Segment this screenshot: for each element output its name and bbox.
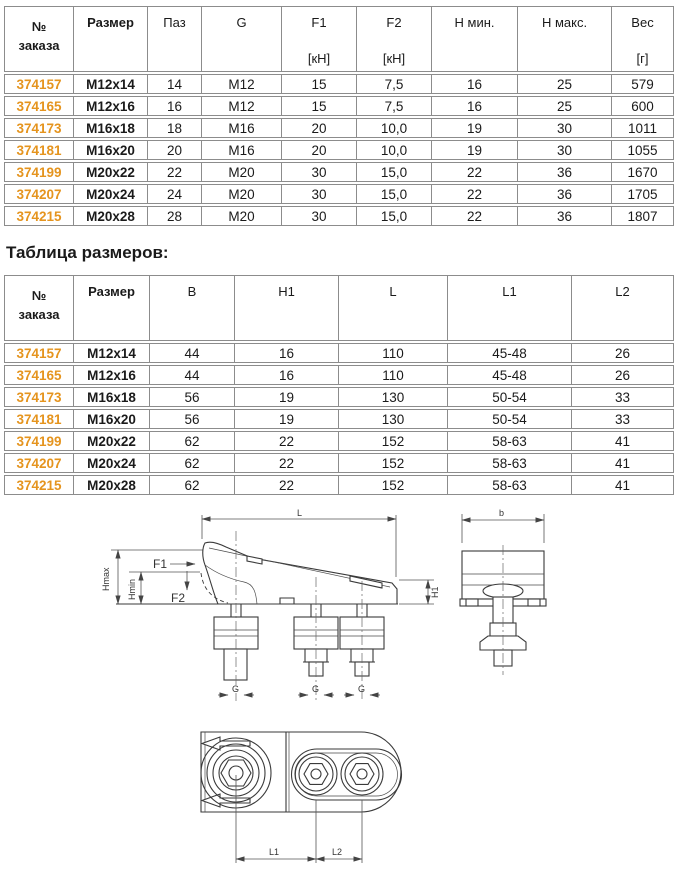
dim-label-length: L <box>297 508 303 518</box>
end-view <box>460 508 546 675</box>
value-cell: 130 <box>339 387 448 407</box>
value-cell: 22 <box>148 162 202 182</box>
value-cell: 110 <box>339 365 448 385</box>
value-cell: M12 <box>202 96 282 116</box>
value-cell: 15,0 <box>357 206 432 226</box>
value-cell: 600 <box>612 96 674 116</box>
value-cell: 36 <box>518 184 612 204</box>
load-capacity-table <box>4 4 674 228</box>
table-row <box>4 453 674 473</box>
size-cell: M20x22 <box>74 431 150 451</box>
value-cell: 41 <box>572 431 674 451</box>
column-header: F1 [кН] <box>282 6 357 72</box>
order-number-link[interactable]: 374157 <box>4 343 74 363</box>
thread-dim-left <box>218 684 254 695</box>
dim-label-l1: L1 <box>269 847 280 857</box>
value-cell: 16 <box>148 96 202 116</box>
value-cell: 152 <box>339 431 448 451</box>
value-cell: 16 <box>432 96 518 116</box>
size-cell: M20x28 <box>74 475 150 495</box>
column-header: L <box>339 275 448 341</box>
size-cell: M16x20 <box>74 140 148 160</box>
size-cell: M16x18 <box>74 387 150 407</box>
dim-label-g2: G <box>312 684 320 694</box>
column-header: B <box>150 275 235 341</box>
value-cell: 26 <box>572 343 674 363</box>
value-cell: 16 <box>235 343 339 363</box>
order-number-link[interactable]: 374215 <box>4 206 74 226</box>
column-header: Размер <box>74 6 148 72</box>
value-cell: 22 <box>432 206 518 226</box>
table-row <box>4 96 674 116</box>
value-cell: 58-63 <box>448 431 572 451</box>
table-row <box>4 206 674 226</box>
value-cell: 41 <box>572 475 674 495</box>
size-cell: M12x16 <box>74 365 150 385</box>
value-cell: 15 <box>282 74 357 94</box>
table-row <box>4 118 674 138</box>
value-cell: 28 <box>148 206 202 226</box>
value-cell: 56 <box>150 409 235 429</box>
force-label-f2: F2 <box>171 591 186 605</box>
top-view <box>201 732 402 863</box>
value-cell: 19 <box>432 140 518 160</box>
size-cell: M20x24 <box>74 184 148 204</box>
column-header: L1 <box>448 275 572 341</box>
table-row <box>4 475 674 495</box>
value-cell: 1807 <box>612 206 674 226</box>
value-cell: 110 <box>339 343 448 363</box>
header-row <box>4 6 674 72</box>
order-number-link[interactable]: 374165 <box>4 365 74 385</box>
table-row <box>4 409 674 429</box>
value-cell: 22 <box>432 162 518 182</box>
table-row <box>4 387 674 407</box>
side-view <box>101 508 440 701</box>
value-cell: 58-63 <box>448 475 572 495</box>
value-cell: 33 <box>572 387 674 407</box>
value-cell: M20 <box>202 206 282 226</box>
thread-dim-right <box>344 684 380 695</box>
value-cell: 44 <box>150 343 235 363</box>
order-number-link[interactable]: 374173 <box>4 118 74 138</box>
order-number-link[interactable]: 374215 <box>4 475 74 495</box>
column-header: № заказа <box>4 6 74 72</box>
column-header: L2 <box>572 275 674 341</box>
value-cell: 58-63 <box>448 453 572 473</box>
dim-label-b: b <box>499 508 505 518</box>
order-number-link[interactable]: 374199 <box>4 431 74 451</box>
value-cell: 15,0 <box>357 184 432 204</box>
value-cell: 19 <box>235 409 339 429</box>
force-label-f1: F1 <box>153 557 168 571</box>
dim-label-l2: L2 <box>332 847 343 857</box>
value-cell: 7,5 <box>357 96 432 116</box>
table-row <box>4 162 674 182</box>
value-cell: M20 <box>202 184 282 204</box>
value-cell: 56 <box>150 387 235 407</box>
value-cell: 152 <box>339 475 448 495</box>
value-cell: M16 <box>202 118 282 138</box>
size-cell: M16x18 <box>74 118 148 138</box>
value-cell: 30 <box>282 162 357 182</box>
value-cell: 7,5 <box>357 74 432 94</box>
size-cell: M20x22 <box>74 162 148 182</box>
value-cell: 26 <box>572 365 674 385</box>
value-cell: 30 <box>282 184 357 204</box>
column-header: Размер <box>74 275 150 341</box>
table-row <box>4 74 674 94</box>
size-cell: M12x16 <box>74 96 148 116</box>
value-cell: 20 <box>282 140 357 160</box>
technical-drawing <box>4 503 674 874</box>
table-row <box>4 140 674 160</box>
value-cell: 20 <box>148 140 202 160</box>
size-cell: M20x24 <box>74 453 150 473</box>
order-number-link[interactable]: 374173 <box>4 387 74 407</box>
order-number-link[interactable]: 374181 <box>4 409 74 429</box>
value-cell: 20 <box>282 118 357 138</box>
size-cell: M20x28 <box>74 206 148 226</box>
order-number-link[interactable]: 374165 <box>4 96 74 116</box>
value-cell: 50-54 <box>448 409 572 429</box>
column-header: Н макс. <box>518 6 612 72</box>
value-cell: 14 <box>148 74 202 94</box>
value-cell: 33 <box>572 409 674 429</box>
value-cell: 19 <box>235 387 339 407</box>
value-cell: 18 <box>148 118 202 138</box>
value-cell: 1011 <box>612 118 674 138</box>
value-cell: 19 <box>432 118 518 138</box>
table-row <box>4 431 674 451</box>
header-row <box>4 275 674 341</box>
value-cell: 41 <box>572 453 674 473</box>
size-cell: M16x20 <box>74 409 150 429</box>
value-cell: 22 <box>432 184 518 204</box>
order-number-link[interactable]: 374181 <box>4 140 74 160</box>
value-cell: 44 <box>150 365 235 385</box>
column-header: № заказа <box>4 275 74 341</box>
order-number-link[interactable]: 374207 <box>4 184 74 204</box>
value-cell: 1705 <box>612 184 674 204</box>
value-cell: 62 <box>150 431 235 451</box>
value-cell: 24 <box>148 184 202 204</box>
column-header: G <box>202 6 282 72</box>
value-cell: 130 <box>339 409 448 429</box>
value-cell: 36 <box>518 162 612 182</box>
value-cell: 50-54 <box>448 387 572 407</box>
size-cell: M12x14 <box>74 74 148 94</box>
dim-label-g3: G <box>358 684 366 694</box>
value-cell: 62 <box>150 475 235 495</box>
order-number-link[interactable]: 374157 <box>4 74 74 94</box>
value-cell: M12 <box>202 74 282 94</box>
value-cell: 30 <box>282 206 357 226</box>
table-row <box>4 343 674 363</box>
value-cell: 15 <box>282 96 357 116</box>
order-number-link[interactable]: 374207 <box>4 453 74 473</box>
column-header: Паз <box>148 6 202 72</box>
value-cell: 22 <box>235 453 339 473</box>
column-header: F2 [кН] <box>357 6 432 72</box>
value-cell: 10,0 <box>357 118 432 138</box>
value-cell: 16 <box>235 365 339 385</box>
dim-label-hmax: Hmax <box>101 567 111 591</box>
table-row <box>4 365 674 385</box>
column-header: H1 <box>235 275 339 341</box>
value-cell: 62 <box>150 453 235 473</box>
column-header: Вес [г] <box>612 6 674 72</box>
value-cell: 36 <box>518 206 612 226</box>
value-cell: 25 <box>518 96 612 116</box>
value-cell: 30 <box>518 118 612 138</box>
value-cell: M20 <box>202 162 282 182</box>
value-cell: 1670 <box>612 162 674 182</box>
dim-label-hmin: Hmin <box>127 578 137 600</box>
dimensions-table <box>4 273 674 497</box>
value-cell: 22 <box>235 431 339 451</box>
value-cell: 16 <box>432 74 518 94</box>
value-cell: 579 <box>612 74 674 94</box>
size-cell: M12x14 <box>74 343 150 363</box>
value-cell: 45-48 <box>448 365 572 385</box>
section-title: Таблица размеров: <box>6 243 169 262</box>
dim-label-g1: G <box>232 684 240 694</box>
column-header: Н мин. <box>432 6 518 72</box>
value-cell: 152 <box>339 453 448 473</box>
dim-label-h1: H1 <box>430 586 440 598</box>
value-cell: 25 <box>518 74 612 94</box>
value-cell: 1055 <box>612 140 674 160</box>
value-cell: 45-48 <box>448 343 572 363</box>
value-cell: 15,0 <box>357 162 432 182</box>
value-cell: M16 <box>202 140 282 160</box>
thread-dim-middle <box>298 684 334 695</box>
value-cell: 10,0 <box>357 140 432 160</box>
value-cell: 30 <box>518 140 612 160</box>
value-cell: 22 <box>235 475 339 495</box>
table-row <box>4 184 674 204</box>
order-number-link[interactable]: 374199 <box>4 162 74 182</box>
